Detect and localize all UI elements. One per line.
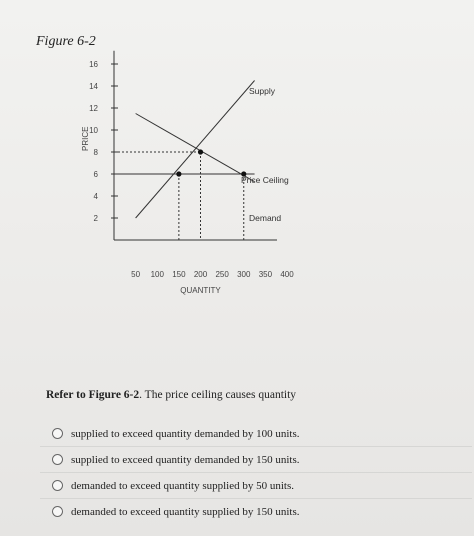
x-tick-label: 300: [237, 270, 251, 279]
answer-label: demanded to exceed quantity supplied by 150 units.: [71, 505, 300, 518]
answer-option-1[interactable]: [40, 421, 472, 446]
x-tick-label: 50: [131, 270, 141, 279]
radio-icon[interactable]: [52, 428, 63, 439]
answer-label: demanded to exceed quantity supplied by 50 units.: [71, 479, 295, 492]
answer-option-4[interactable]: [40, 498, 472, 524]
supply-label: Supply: [249, 86, 275, 96]
y-axis-label: PRICE: [81, 126, 90, 152]
y-tick-label: 12: [89, 104, 98, 113]
answer-option-2[interactable]: [40, 446, 472, 472]
question-ref: Refer to Figure 6-2: [46, 389, 140, 401]
y-tick-label: 16: [89, 60, 98, 69]
radio-icon[interactable]: [52, 506, 63, 517]
y-tick-label: 2: [93, 214, 98, 223]
y-tick-label: 6: [93, 170, 98, 179]
ceiling-point: [176, 171, 181, 176]
x-axis-label: QUANTITY: [180, 286, 221, 295]
x-tick-label: 400: [280, 270, 294, 279]
supply-line: [136, 81, 255, 219]
answer-option-3[interactable]: [40, 472, 472, 498]
x-tick-label: 100: [150, 270, 164, 279]
y-tick-label: 14: [89, 82, 98, 91]
radio-icon[interactable]: [52, 480, 63, 491]
y-tick-label: 10: [89, 126, 98, 135]
answer-label: supplied to exceed quantity demanded by 100 units.: [71, 427, 300, 440]
radio-icon[interactable]: [52, 454, 63, 465]
demand-line: [136, 114, 255, 182]
answer-label: supplied to exceed quantity demanded by 150 units.: [71, 453, 300, 466]
equilibrium-point: [198, 149, 203, 154]
x-tick-label: 200: [193, 270, 208, 279]
answer-options: [40, 421, 472, 524]
demand-label: Demand: [249, 213, 282, 223]
x-tick-label: 350: [258, 270, 273, 279]
figure-title: Figure 6-2: [36, 34, 96, 49]
y-tick-label: 8: [93, 148, 98, 157]
question-text: [46, 389, 296, 401]
y-tick-label: 4: [93, 192, 98, 201]
x-tick-label: 150: [172, 270, 186, 279]
question-body: . The price ceiling causes quantity: [139, 389, 297, 401]
x-tick-label: 250: [215, 270, 229, 279]
price-ceiling-label: Price Ceiling: [241, 175, 289, 185]
